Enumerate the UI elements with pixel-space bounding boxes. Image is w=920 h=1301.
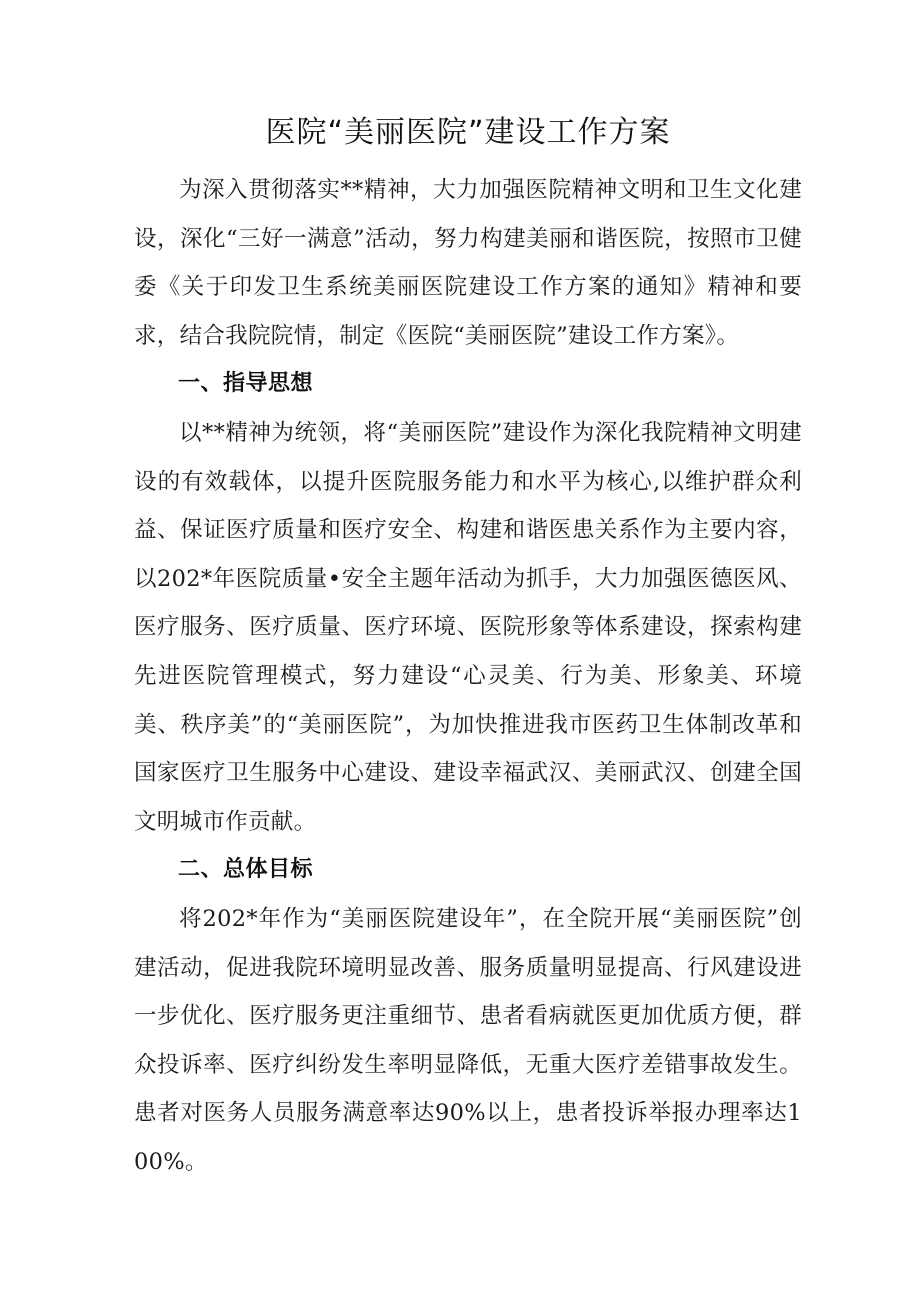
document-title: 医院“美丽医院”建设工作方案 (265, 115, 671, 150)
document-content (134, 100, 802, 1186)
section-body-guiding-ideology: 以**精神为统领，将“美丽医院”建设作为深化我院精神文明建设的有效载体，以提升医院服务能力和水平为核心,以维护群众利益、保证医疗质量和医疗安全、构建和谐医患关系作为主要内容，以202*年医院质量•安全主题年活动为抓手，大力加强医德医风、医疗服务、医疗质量、医疗环境、医院形象等体系建设，探索构建先进医院管理模式，努力建设“心灵美、行为美、形象美、环境美、秩序美”的“美丽医院”，为加快推进我市医药卫生体制改革和国家医疗卫生服务中心建设、建设幸福武汉、美丽武汉、创建全国文明城市作贡献。 (134, 419, 802, 835)
section-heading-overall-goals: 二、总体目标 (178, 857, 314, 883)
section-body-overall-goals: 将202*年作为“美丽医院建设年”，在全院开展“美丽医院”创建活动，促进我院环境明显改善、服务质量明显提高、行风建设进一步优化、医疗服务更注重细节、患者看病就医更加优质方便，群众投诉率、医疗纠纷发生率明显降低，无重大医疗差错事故发生。患者对医务人员服务满意率达90%以上，患者投诉举报办理率达100%。 (134, 905, 802, 1175)
section-heading-guiding-ideology: 一、指导思想 (178, 371, 314, 397)
intro-paragraph: 为深入贯彻落实**精神，大力加强医院精神文明和卫生文化建设，深化“三好一满意”活动，努力构建美丽和谐医院，按照市卫健委《关于印发卫生系统美丽医院建设工作方案的通知》精神和要求，结合我院院情，制定《医院“美丽医院”建设工作方案》。 (134, 177, 802, 349)
